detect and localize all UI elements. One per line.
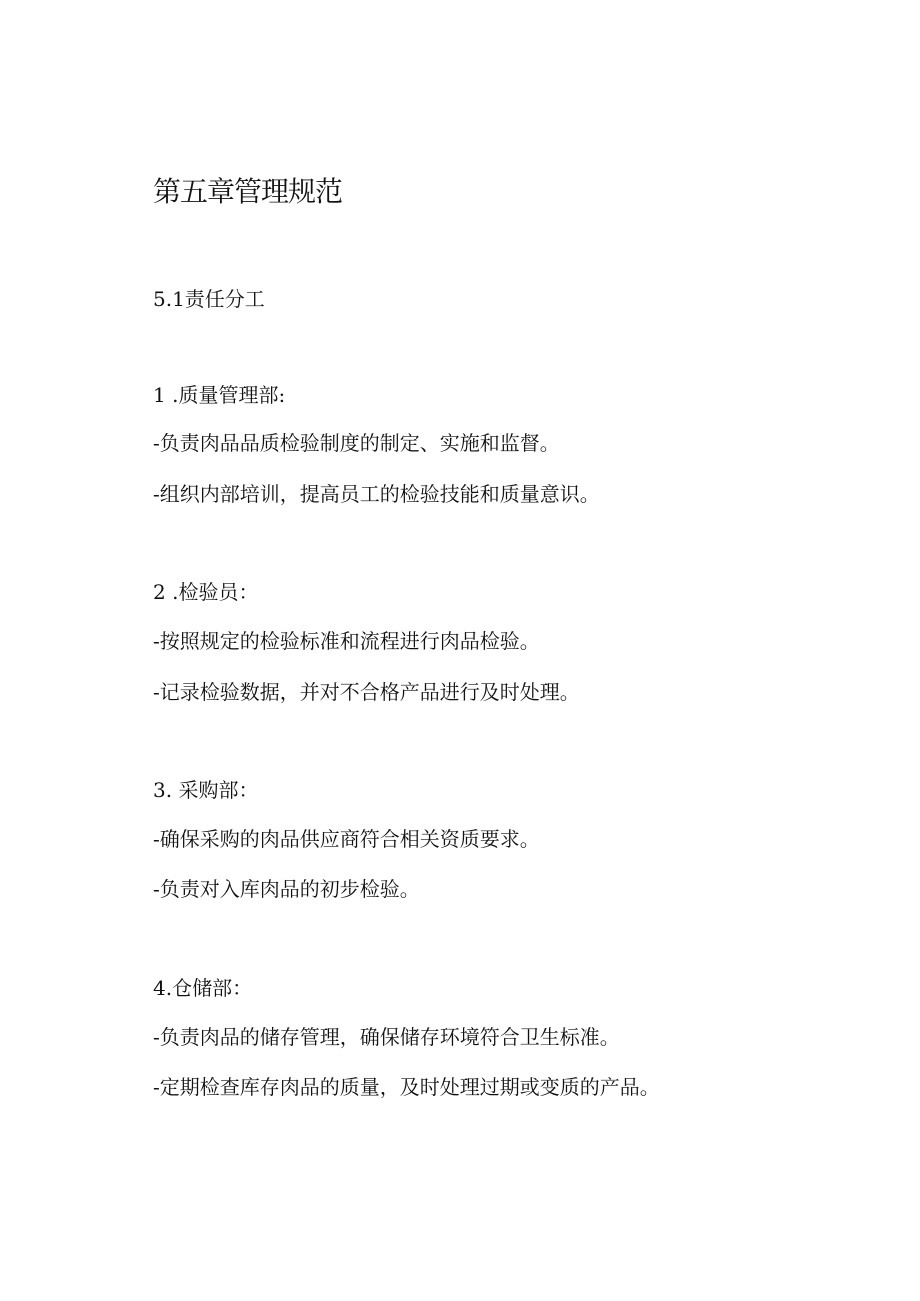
- bullet-item: -负责肉品品质检验制度的制定、实施和监督。: [153, 431, 560, 455]
- chapter-title: 第五章管理规范: [153, 175, 343, 208]
- bullet-item: -确保采购的肉品供应商符合相关资质要求。: [153, 827, 540, 851]
- bullet-item: -按照规定的检验标准和流程进行肉品检验。: [153, 629, 540, 653]
- group-heading-purchasing-dept: 3. 采购部：: [153, 778, 259, 802]
- group-heading-quality-dept: 1 .质量管理部:: [153, 383, 286, 407]
- bullet-item: -组织内部培训，提高员工的检验技能和质量意识。: [153, 482, 600, 506]
- group-heading-inspector: 2 .检验员：: [153, 580, 259, 604]
- bullet-item: -记录检验数据，并对不合格产品进行及时处理。: [153, 680, 580, 704]
- section-heading: 5.1责任分工: [153, 287, 265, 311]
- bullet-item: -定期检查库存肉品的质量，及时处理过期或变质的产品。: [153, 1075, 660, 1099]
- group-heading-warehouse-dept: 4.仓储部：: [153, 976, 253, 1000]
- bullet-item: -负责肉品的储存管理，确保储存环境符合卫生标准。: [153, 1025, 620, 1049]
- bullet-item: -负责对入库肉品的初步检验。: [153, 877, 420, 901]
